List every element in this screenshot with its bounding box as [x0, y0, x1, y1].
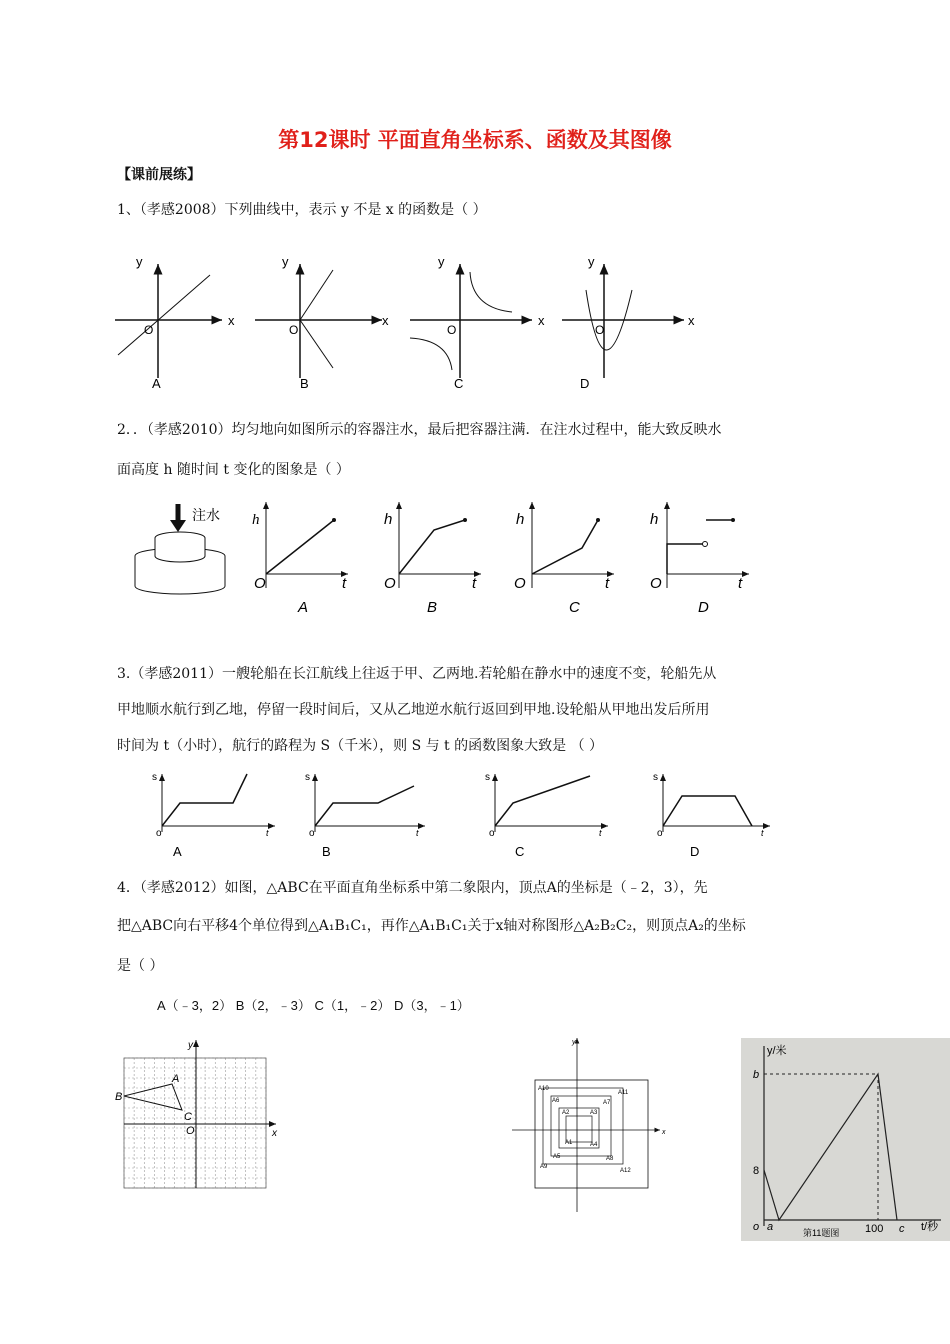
q2c-t: t	[605, 575, 610, 592]
spiral-a4: A4	[590, 1142, 598, 1148]
grid-label-a: A	[172, 1073, 180, 1085]
q1d-x-label: x	[688, 313, 695, 328]
question-4-line-1: 4．（孝感2012）如图，△ABC在平面直角坐标系中第二象限内，顶点A的坐标是（﹣2，3），先	[117, 880, 708, 896]
q1-option-b: B	[300, 376, 309, 391]
question-4-choices: A（﹣3，2） B（2，﹣3） C（1，﹣2） D（3，﹣1）	[157, 998, 470, 1013]
photo-100: 100	[865, 1223, 884, 1235]
spiral-a11: A11	[618, 1090, 629, 1096]
q2d-h: h	[650, 511, 659, 528]
q3a-t: t	[266, 828, 269, 838]
spiral-a3: A3	[590, 1110, 598, 1116]
question-4-line-3: 是（ ）	[117, 958, 164, 974]
question-2-line-2: 面高度 h 随时间 t 变化的图象是（ ）	[117, 462, 350, 478]
spiral-a8: A8	[606, 1156, 614, 1162]
q2a-o: O	[254, 575, 266, 592]
q3b-o: o	[309, 828, 315, 839]
q2c-o: O	[514, 575, 526, 592]
q1-graph-b	[255, 264, 382, 378]
q2b-h: h	[384, 511, 393, 528]
q3b-s: s	[305, 772, 310, 783]
question-3-line-1: 3.（孝感2011）一艘轮船在长江航线上往返于甲、乙两地.若轮船在静水中的速度不变，轮船先从	[117, 666, 717, 682]
grid-label-o: O	[186, 1125, 195, 1137]
question-2-line-1: 2．．（孝感2010）均匀地向如图所示的容器注水，最后把容器注满．在注水过程中，能大致反映水	[117, 422, 722, 438]
grid-label-c: C	[184, 1111, 192, 1123]
spiral-figure	[510, 1036, 680, 1216]
q3-option-a: A	[173, 844, 182, 859]
section-heading: 【课前展练】	[117, 167, 201, 183]
grid-figure	[114, 1038, 284, 1198]
photo-a: a	[767, 1221, 774, 1233]
q1-graphs	[0, 250, 950, 390]
q1c-x-label: x	[538, 313, 545, 328]
photo-o: o	[753, 1221, 760, 1233]
question-3-line-3: 时间为 t（小时），航行的路程为 S（千米），则 S 与 t 的函数图象大致是 （ ）	[117, 738, 604, 754]
grid-label-x: x	[272, 1128, 277, 1139]
q2-option-d: D	[698, 599, 709, 616]
q1-graph-d	[562, 264, 684, 378]
q1b-y-label: y	[282, 254, 289, 269]
q1-option-d: D	[580, 376, 590, 391]
q1-graph-a	[115, 264, 222, 378]
spiral-a10: A10	[538, 1086, 549, 1092]
spiral-a9: A9	[540, 1164, 548, 1170]
spiral-a2: A2	[562, 1110, 570, 1116]
q1d-origin: O	[595, 323, 605, 337]
spiral-x: x	[662, 1129, 666, 1136]
photo-8: 8	[753, 1165, 760, 1177]
container-label: 注水	[192, 507, 220, 523]
q2-figures	[0, 498, 950, 618]
q3c-t: t	[599, 828, 602, 838]
spiral-a1: A1	[565, 1140, 573, 1146]
photo-ylabel: y/米	[767, 1045, 787, 1057]
photo-b: b	[753, 1069, 760, 1081]
q2a-t: t	[342, 575, 347, 592]
spiral-a12: A12	[620, 1168, 631, 1174]
q3a-s: s	[152, 772, 157, 783]
q3-option-b: B	[322, 844, 331, 859]
q3-option-d: D	[690, 844, 700, 859]
q2c-h: h	[516, 511, 525, 528]
q3-option-c: C	[515, 844, 525, 859]
q2b-o: O	[384, 575, 396, 592]
q1d-y-label: y	[588, 254, 595, 269]
q3d-s: s	[653, 772, 658, 783]
photo-tlabel: t/秒	[921, 1221, 939, 1233]
q2d-o: O	[650, 575, 662, 592]
q3c-o: o	[489, 828, 495, 839]
q1c-y-label: y	[438, 254, 445, 269]
question-4-line-2: 把△ABC向右平移4个单位得到△A₁B₁C₁，再作△A₁B₁C₁关于x轴对称图形△A₂B₂C₂，则顶点A₂的坐标	[117, 918, 746, 934]
q1a-origin: O	[144, 323, 154, 337]
question-1-text: 1、（孝感2008）下列曲线中，表示 y 不是 x 的函数是（ ）	[117, 202, 487, 218]
grid-label-y: y	[188, 1040, 193, 1051]
q1c-origin: O	[447, 323, 457, 337]
q3d-o: o	[657, 828, 663, 839]
q3b-t: t	[416, 828, 419, 838]
q3d-t: t	[761, 828, 764, 838]
q1-option-a: A	[152, 376, 161, 391]
q1a-x-label: x	[228, 313, 235, 328]
q3c-s: s	[485, 772, 490, 783]
q2-option-c: C	[569, 599, 580, 616]
q1a-y-label: y	[136, 254, 143, 269]
question-3-line-2: 甲地顺水航行到乙地，停留一段时间后，又从乙地逆水航行返回到甲地.设轮船从甲地出发后所用	[117, 702, 710, 718]
photo-caption: 第11题图	[803, 1228, 840, 1238]
spiral-y: y	[572, 1039, 576, 1046]
q2d-t: t	[738, 575, 743, 592]
q1-option-c: C	[454, 376, 464, 391]
q2a-h: h	[252, 512, 260, 528]
q3-graphs	[0, 770, 950, 860]
page-title: 第12课时 平面直角坐标系、函数及其图像	[278, 128, 672, 152]
spiral-a5: A5	[553, 1154, 561, 1160]
spiral-a6: A6	[552, 1098, 560, 1104]
q1b-x-label: x	[382, 313, 389, 328]
q3a-o: o	[156, 828, 162, 839]
q2-option-b: B	[427, 599, 438, 616]
spiral-a7: A7	[603, 1100, 611, 1106]
photo-c: c	[899, 1223, 905, 1235]
q2b-t: t	[472, 575, 477, 592]
photo-graph	[741, 1038, 950, 1241]
q1b-origin: O	[289, 323, 299, 337]
q1-graph-c	[410, 264, 532, 378]
grid-label-b: B	[115, 1091, 123, 1103]
q2-option-a: A	[298, 599, 309, 616]
